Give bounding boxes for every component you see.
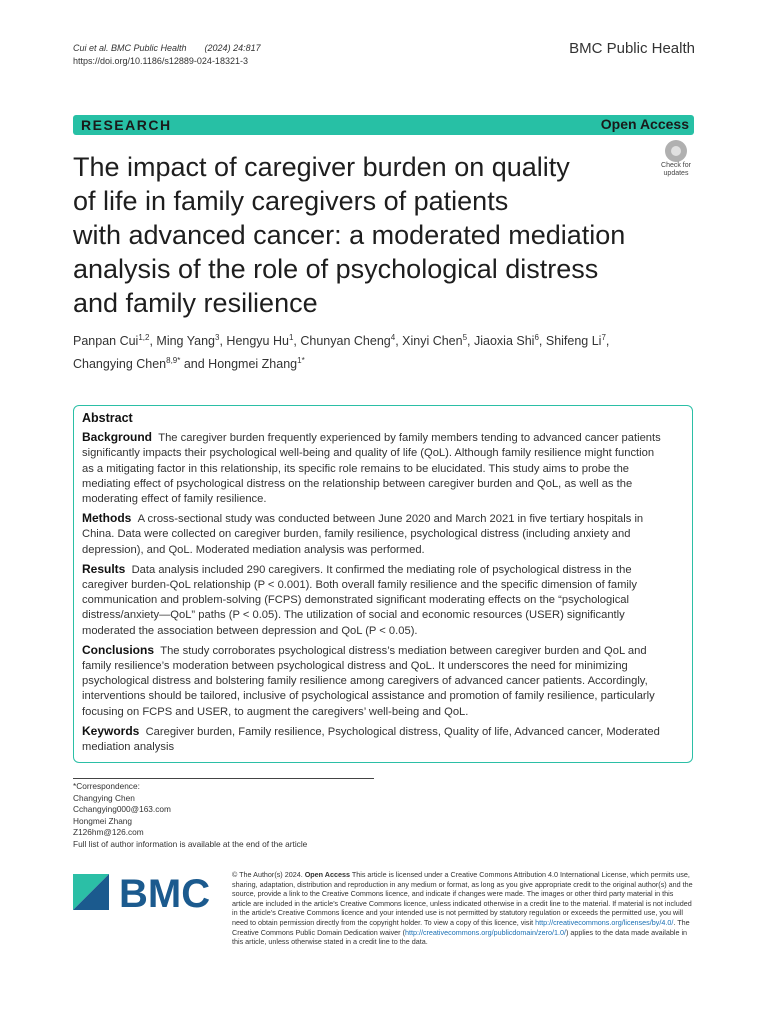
author[interactable]: Ming Yang$^3$ (156, 333, 220, 349)
abstract-methods: Methods A cross-sectional study was conducted between June 2020 and March 2021 in five tertiary hospitals in China. Data were collected on caregiver burden, family resilience, psychological distress (including anxiety and depression), and QoL. Moderated mediation analysis was performed. (82, 511, 644, 556)
title-line: of life in family caregivers of patients (73, 186, 509, 216)
author[interactable]: Changying Chen$^{8,9*}$ (73, 356, 181, 372)
license-notice: © The Author(s) 2024. Open Access This article is licensed under a Creative Commons Attribution 4.0 International License, which permits use, sharing, adaptation, distribution and reproduction in any medium or format, as long as you give appropriate credit to the original author(s) and the source, provide a link to the Creative Commons licence, and indicate if changes were made. The images or other third party material in this article are included in the article’s Creative Commons licence, unless indicated otherwise in a credit line to the material. If material is not included in the article’s Creative Commons licence and your intended use is not permitted by statutory regulation or exceeds the permitted use, you will need to obtain permission directly from the copyright holder. To view a copy of this licence, visit http://creativecommons.org/licenses/by/4.0/. The Creative Commons Public Domain Dedication waiver (http://creativecommons.org/publicdomain/zero/1.0/) applies to the data made available in this article, unless otherwise stated in a credit line to the data. (232, 870, 693, 947)
open-access-label: Open Access (600, 116, 689, 132)
author-list: Panpan Cui$^{1,2}$, Ming Yang$^3$, Hengyu Hu$^1$, Chunyan Cheng$^4$, Xinyi Chen$^5$, Jiaoxia Shi$^6$, Shifeng Li$^7$, Changying Chen$^{8,9*}$ and Hongmei Zhang$^{1*}$ (73, 333, 610, 372)
abstract-results: Results Data analysis included 290 caregivers. It confirmed the mediating role of psychological distress in the caregiver burden-QoL relationship (P < 0.001). Both overall family resilience and the specific dimension of family communication and problem-solving (FCPS) demonstrated significant moderating effects on the “psychological distress/anxiety—QoL” paths (P < 0.05). The utilization of social and economic resources (USER) significantly moderated the association between depression and QoL (P < 0.05). (82, 561, 637, 637)
title-line: with advanced cancer: a moderated mediation (73, 220, 626, 250)
correspondence-label: *Correspondence: (73, 781, 140, 791)
author[interactable]: Panpan Cui$^{1,2}$ (73, 333, 150, 349)
abstract-box (73, 405, 693, 763)
journal-name: BMC Public Health (569, 40, 695, 57)
section-label: RESEARCH (81, 117, 172, 133)
check-for-updates-button[interactable] (656, 140, 696, 182)
correspondent-email[interactable]: Cchangying000@163.com (73, 804, 171, 814)
title-line: and family resilience (73, 288, 318, 318)
author[interactable]: Xinyi Chen$^5$ (402, 333, 468, 349)
title-line: analysis of the role of psychological distress (73, 254, 599, 284)
article-title (73, 150, 683, 320)
correspondent-name: Changying Chen (73, 792, 135, 803)
author[interactable]: Hengyu Hu$^1$ (226, 333, 294, 349)
correspondent-email[interactable]: Z126hm@126.com (73, 827, 144, 837)
footnote-divider (73, 778, 374, 779)
citation-authors: Cui et al. BMC Public Health (73, 43, 187, 53)
abstract-heading: Abstract (82, 411, 133, 425)
public-domain-link[interactable]: http://creativecommons.org/publicdomain/zero/1.0/ (404, 927, 566, 937)
doi-link[interactable]: https://doi.org/10.1186/s12889-024-18321-3 (73, 56, 248, 66)
check-updates-label: Check for updates (661, 162, 691, 177)
author[interactable]: Hongmei Zhang$^{1*}$ (208, 356, 305, 372)
author[interactable]: Shifeng Li$^7$ (545, 333, 606, 349)
title-line: The impact of caregiver burden on quality (73, 152, 570, 182)
abstract-keywords: Keywords Caregiver burden, Family resilience, Psychological distress, Quality of life, Advanced cancer, Moderated mediation analysis (82, 723, 660, 754)
author[interactable]: Jiaoxia Shi$^6$ (474, 333, 539, 349)
license-link[interactable]: http://creativecommons.org/licenses/by/4.0/ (535, 917, 674, 927)
correspondence-block (73, 781, 307, 850)
abstract-background: Background The caregiver burden frequently experienced by family members tending to advanced cancer patients significantly impacts their psychological well-being and quality of life (QoL). Although family resilience might function as a mitigating factor in this relationship, its specific role remains to be elucidated. This study aims to probe the mediating effect of psychological distress on the relationship between caregiver burden and QoL, as well as the moderating effect of family resilience. (82, 430, 661, 506)
author-info-note: Full list of author information is available at the end of the article (73, 838, 308, 849)
logo-text: BMC (119, 872, 211, 912)
author[interactable]: Chunyan Cheng$^4$ (300, 333, 396, 349)
bmc-logo (73, 870, 213, 912)
citation-header (73, 42, 261, 68)
check-updates-icon (665, 140, 687, 162)
correspondent-name: Hongmei Zhang (73, 815, 133, 826)
citation-year-volume: (2024) 24:817 (204, 43, 261, 53)
abstract-conclusions: Conclusions The study corroborates psychological distress’s mediation between caregiver burden and QoL and family resilience’s moderation between psychological distress and QoL. It underscores the need for minimizing psychological distress and bolstering family resilience among caregivers of advanced cancer patients. Accordingly, interventions should be tailored, inclusive of psychological assistance and promotion of family resilience, particularly focusing on FCPS and USER, to augment the caregivers’ well-being and QoL. (82, 642, 655, 718)
